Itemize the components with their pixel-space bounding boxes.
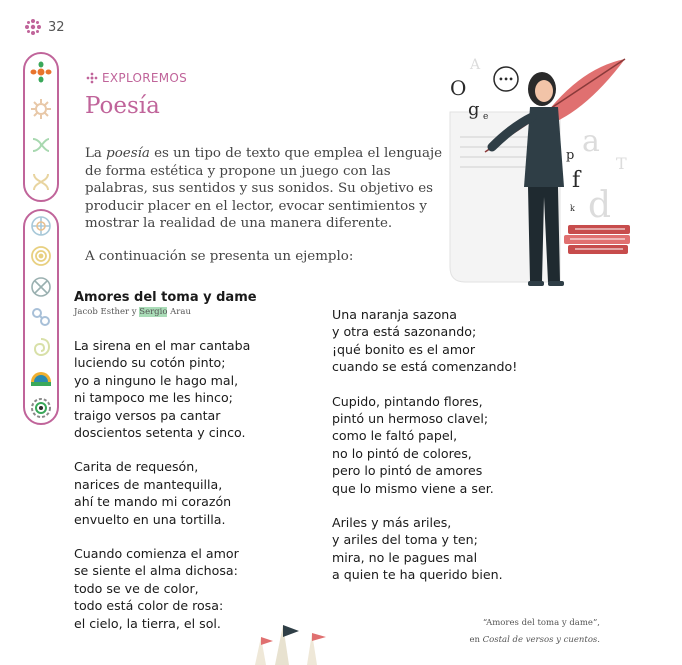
- page-title: Poesía: [85, 93, 160, 119]
- author-highlight: Sergio: [139, 307, 168, 317]
- speech-dots: •••: [498, 75, 514, 84]
- stanza: Cuando comienza el amor se siente el alma dichosa: todo se ve de color, todo está color de rosa: el cielo, la tierra, el sol.: [74, 546, 239, 631]
- intro-term: poesía: [106, 146, 150, 161]
- bottom-decoration: [215, 616, 345, 665]
- letter-a: a: [582, 124, 600, 159]
- author-c: Arau: [167, 307, 191, 317]
- page-number: 32: [48, 19, 65, 35]
- stanza: Carita de requesón, narices de mantequilla, ahí te mando mi corazón envuelto en una tortilla.: [74, 459, 232, 527]
- poem-authors: [74, 307, 191, 317]
- citation-prefix: en: [469, 635, 483, 645]
- stanza: Cupido, pintando flores, pintó un hermoso clavel; como le faltó papel, no lo pintó de colores, pero lo pintó de amores que lo mismo viene a ser.: [332, 393, 494, 496]
- letter-p: p: [566, 148, 575, 163]
- citation: [469, 615, 600, 649]
- intro-paragraph: [85, 145, 447, 233]
- knot-icon[interactable]: [28, 169, 54, 195]
- letter-d: d: [588, 185, 612, 226]
- example-note: A continuación se presenta un ejemplo:: [85, 249, 354, 264]
- compass-icon[interactable]: [28, 274, 54, 300]
- spiral-icon[interactable]: [28, 334, 54, 360]
- stanza: La sirena en el mar cantaba luciendo su cotón pinto; yo a ninguno le hago mal, ni tampoco me les hinco; traigo versos pa cantar doscientos setenta y cinco.: [74, 338, 251, 441]
- flower-pattern-icon[interactable]: [28, 132, 54, 158]
- citation-line1: “Amores del toma y dame”,: [482, 618, 600, 628]
- letter-a-top: A: [470, 57, 481, 73]
- chain-icon[interactable]: [28, 304, 54, 330]
- eye-ring-icon[interactable]: [28, 395, 54, 421]
- poem-column-right: [332, 306, 572, 584]
- sun-pattern-icon[interactable]: [28, 96, 54, 122]
- side-nav-top: [23, 52, 59, 202]
- section-label-text: EXPLOREMOS: [102, 71, 188, 85]
- letter-o: O: [450, 76, 467, 100]
- flower-small-icon: [86, 72, 98, 84]
- stanza: Ariles y más ariles, y ariles del toma y ten; mira, no le pagues mal a quien te ha querido bien.: [332, 515, 503, 583]
- side-nav-bottom: [23, 209, 59, 425]
- letter-t: T: [616, 154, 627, 173]
- intro-prefix: La: [85, 146, 107, 161]
- poem-column-left: [74, 337, 314, 632]
- letter-g: g: [468, 99, 480, 120]
- letter-e: e: [483, 112, 489, 122]
- section-label: [86, 71, 187, 85]
- rainbow-hill-icon[interactable]: [28, 365, 54, 391]
- flower-logo-icon: [24, 18, 42, 36]
- stanza: Una naranja sazona y otra está sazonando; ¡qué bonito es el amor cuando se está comenzando!: [332, 307, 518, 375]
- page-header: [24, 17, 65, 37]
- mandala-icon[interactable]: [28, 213, 54, 239]
- citation-source: Costal de versos y cuentos: [482, 635, 598, 645]
- corn-icon[interactable]: [28, 243, 54, 269]
- poet-illustration: [440, 47, 640, 292]
- author-a: Jacob Esther y: [74, 307, 140, 317]
- intro-rest: es un tipo de texto que emplea el lenguaje de forma estética y propone un juego con las palabras, sus sentidos y sus sonidos. Su objetivo es producir placer en el lector, evocar sentimientos y mostrar la realidad de una manera diferente.: [85, 146, 443, 232]
- seeds-icon[interactable]: [28, 59, 54, 85]
- letter-f: f: [572, 168, 581, 193]
- citation-line2: [469, 632, 600, 649]
- poem-title: Amores del toma y dame: [74, 290, 257, 305]
- citation-suffix: .: [597, 635, 600, 645]
- letter-k: k: [570, 204, 575, 213]
